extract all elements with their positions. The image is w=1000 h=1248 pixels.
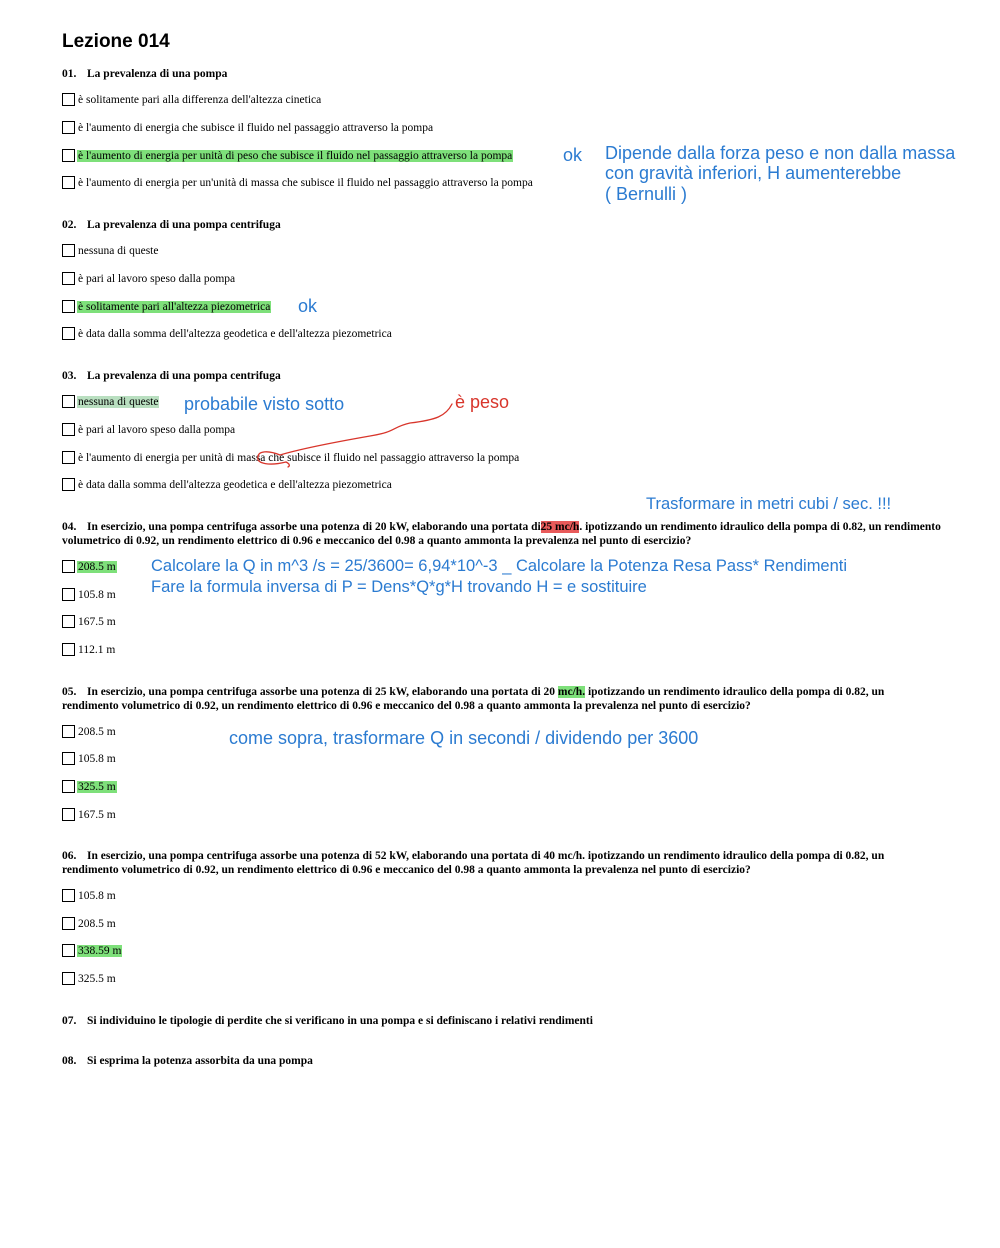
question-number: 08. xyxy=(62,1055,77,1067)
annotation-q3-note: probabile visto sotto xyxy=(184,394,345,414)
annotation-q1-line3: ( Bernulli ) xyxy=(605,184,688,204)
option-label: è pari al lavoro speso dalla pompa xyxy=(78,273,236,285)
highlighted-flow-rate: 25 mc/h xyxy=(540,521,580,533)
lesson-title: Lezione 014 xyxy=(62,31,170,52)
question-text: In esercizio, una pompa centrifuga assorbe una potenza di 25 kW, elaborando una portata di 20 xyxy=(87,686,558,698)
question-text: Si esprima la potenza assorbita da una pompa xyxy=(87,1055,313,1067)
annotation-q4-line2: Fare la formula inversa di P = Dens*Q*g*H trovando H = e sostituire xyxy=(151,578,647,596)
pen-stroke-path xyxy=(258,404,452,467)
question-text: La prevalenza di una pompa centrifuga xyxy=(87,219,281,231)
annotation-q5-note: come sopra, trasformare Q in secondi / dividendo per 3600 xyxy=(229,728,699,748)
question-number: 04. xyxy=(62,521,77,533)
option-label: 105.8 m xyxy=(78,589,116,601)
option-label: 208.5 m xyxy=(78,918,116,930)
option-label: è data dalla somma dell'altezza geodetica e dell'altezza piezometrica xyxy=(78,328,392,340)
question-text: La prevalenza di una pompa xyxy=(87,68,228,80)
annotation-q2-ok: ok xyxy=(298,296,318,316)
option-label: è l'aumento di energia per unità di peso che subisce il fluido nel passaggio attraverso la pompa xyxy=(78,150,513,162)
annotation-q1-line1: Dipende dalla forza peso e non dalla massa xyxy=(605,143,956,163)
option-label: è solitamente pari alla differenza dell'altezza cinetica xyxy=(78,94,322,106)
option-label: 338.59 m xyxy=(78,945,122,957)
annotation-q4-line1: Calcolare la Q in m^3 /s = 25/3600= 6,94*10^-3 _ Calcolare la Potenza Resa Pass* Rendimenti xyxy=(151,557,848,575)
question-text: Si individuino le tipologie di perdite che si verificano in una pompa e si definiscano i relativi rendimenti xyxy=(87,1015,593,1027)
question-text: In esercizio, una pompa centrifuga assorbe una potenza di 52 kW, elaborando una portata di 40 mc/h. ipotizzando un rendimento idraulico della pompa di 0.82, un rendimento volumetrico di 0.92, un rendimento elettrico di 0.96 e meccanico del 0.98 a quanto ammonta la prevalenza nel punto di esercizio? xyxy=(62,850,885,876)
question-number: 05. xyxy=(62,686,77,698)
option-label: 208.5 m xyxy=(78,561,116,573)
annotation-q4-convert: Trasformare in metri cubi / sec. !!! xyxy=(646,495,892,513)
option-label: è pari al lavoro speso dalla pompa xyxy=(78,424,236,436)
option-label: nessuna di queste xyxy=(78,396,159,408)
question-text-cont: . ipotizzando un rendimento idraulico della pompa di 0.82, un rendimento volumetrico di 0.92, un rendimento elettrico di 0.96 e meccanico del 0.98 a quanto ammonta la prevalenza nel punto di esercizio? xyxy=(62,521,941,547)
question-number: 06. xyxy=(62,850,77,862)
option-label: nessuna di queste xyxy=(78,245,159,257)
option-label: 105.8 m xyxy=(78,753,116,765)
annotation-q1-ok: ok xyxy=(563,145,583,165)
question-number: 01. xyxy=(62,68,77,80)
option-label: è l'aumento di energia per un'unità di massa che subisce il fluido nel passaggio attraverso la pompa xyxy=(78,177,533,189)
highlighted-unit: mc/h. xyxy=(557,686,586,698)
option-label: è solitamente pari all'altezza piezometrica xyxy=(78,301,271,313)
question-text-cont: ipotizzando un rendimento idraulico della pompa di 0.82, un rendimento volumetrico di 0.92, un rendimento elettrico di 0.96 e meccanico del 0.98 a quanto ammonta la prevalenza nel punto di esercizio? xyxy=(62,686,885,712)
option-label: 167.5 m xyxy=(78,809,116,821)
option-label: 325.5 m xyxy=(78,781,116,793)
option-label: è l'aumento di energia che subisce il fluido nel passaggio attraverso la pompa xyxy=(78,122,434,134)
option-label: è data dalla somma dell'altezza geodetica e dell'altezza piezometrica xyxy=(78,479,392,491)
option-label: 208.5 m xyxy=(78,726,116,738)
question-number: 07. xyxy=(62,1015,77,1027)
option-label: 105.8 m xyxy=(78,890,116,902)
annotation-q1-line2: con gravità inferiori, H aumenterebbe xyxy=(605,163,902,183)
option-label: 325.5 m xyxy=(78,973,116,985)
option-label: 112.1 m xyxy=(78,644,116,656)
question-number: 02. xyxy=(62,219,77,231)
option-label: 167.5 m xyxy=(78,616,116,628)
question-text: In esercizio, una pompa centrifuga assorbe una potenza di 20 kW, elaborando una portata di xyxy=(87,521,541,533)
option-label: è l'aumento di energia per unità di massa che subisce il fluido nel passaggio attraverso la pompa xyxy=(78,452,520,464)
question-number: 03. xyxy=(62,370,77,382)
annotation-q3-peso: è peso xyxy=(455,392,510,412)
question-text: La prevalenza di una pompa centrifuga xyxy=(87,370,281,382)
